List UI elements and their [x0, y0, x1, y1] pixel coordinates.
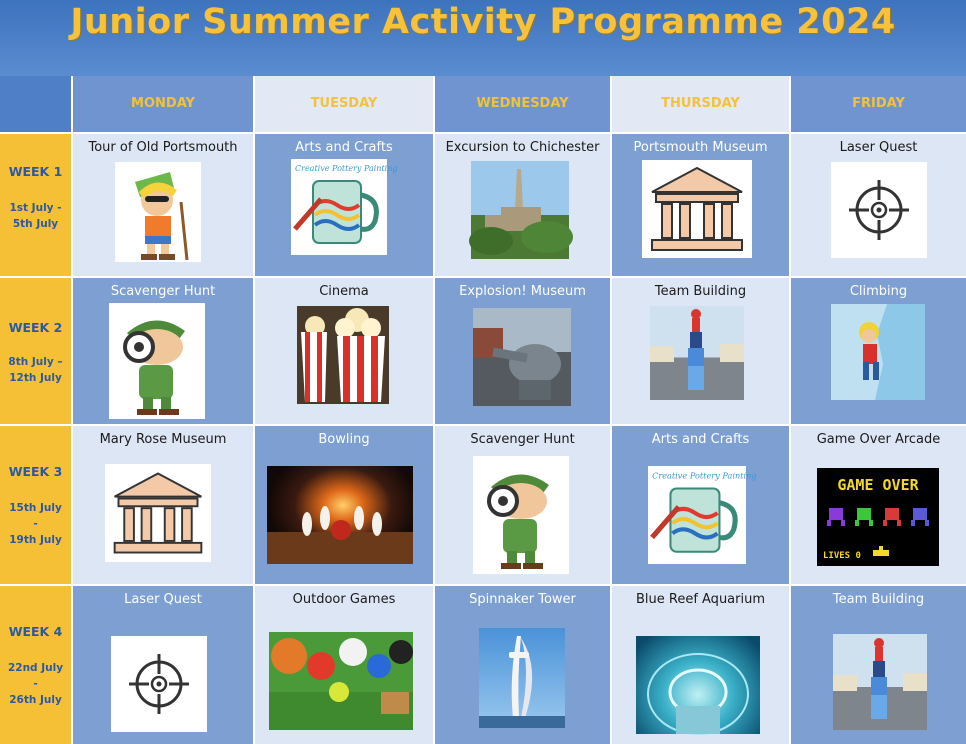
week-3-end: 19th July: [9, 534, 62, 546]
day-header-tuesday: TUESDAY: [255, 76, 433, 132]
activity-label: Scavenger Hunt: [110, 284, 216, 299]
bowling-image: [267, 466, 413, 564]
activity-label: Scavenger Hunt: [470, 432, 575, 447]
header-banner: [0, 0, 966, 76]
activity-label: Climbing: [849, 284, 908, 299]
week-4-label: WEEK 4: [8, 624, 63, 639]
detective-cartoon-image: [109, 303, 205, 419]
week-2-start: 8th July –: [8, 356, 63, 368]
climber-cartoon-image: [831, 304, 925, 400]
spinnaker-tower-image: [479, 628, 565, 728]
activity-cell-w3-tue: [255, 426, 433, 584]
activity-label: Bowling: [318, 432, 370, 447]
popcorn-image: [297, 306, 389, 404]
crosshair-icon: [831, 162, 927, 258]
activity-label: Team Building: [654, 284, 747, 299]
corner-cell: [0, 76, 71, 132]
activity-label: Outdoor Games: [292, 592, 396, 607]
activity-cell-w1-mon: [73, 134, 253, 276]
activity-label: Tour of Old Portsmouth: [88, 140, 238, 155]
activity-label: Laser Quest: [124, 592, 202, 607]
activity-label: Laser Quest: [839, 140, 918, 155]
activity-label: Arts and Crafts: [651, 432, 750, 447]
day-header-monday: MONDAY: [73, 76, 253, 132]
day-header-wednesday: WEDNESDAY: [435, 76, 610, 132]
activity-cell-w2-fri: [791, 278, 966, 424]
museum-icon: [105, 464, 211, 562]
pottery-mug-image: [648, 466, 757, 564]
activity-cell-w4-fri: [791, 586, 966, 744]
activity-cell-w1-tue: [255, 134, 433, 276]
activity-cell-w4-thu: [612, 586, 789, 744]
week-4-end: 26th July: [9, 694, 62, 706]
activity-cell-w2-tue: [255, 278, 433, 424]
museum-icon: [642, 160, 752, 258]
week-2-label: WEEK 2: [8, 320, 63, 335]
week-1-end: 5th July: [12, 218, 59, 230]
week-3-label: WEEK 3: [8, 464, 63, 479]
activity-cell-w3-fri: [791, 426, 966, 584]
activity-cell-w2-mon: [73, 278, 253, 424]
activity-cell-w4-wed: [435, 586, 610, 744]
naval-gun-image: [473, 308, 571, 406]
week-2-cell: [0, 278, 71, 424]
activity-cell-w2-wed: [435, 278, 610, 424]
activity-grid: [0, 76, 966, 744]
crosshair-icon: [111, 636, 207, 732]
week-4-sep: -: [33, 678, 38, 690]
page-title: Junior Summer Activity Programme 2024: [70, 2, 896, 42]
activity-label: Explosion! Museum: [459, 284, 586, 299]
activity-label: Team Building: [832, 592, 925, 607]
human-tower-image: [833, 634, 927, 730]
week-2-end: 12th July: [9, 372, 62, 384]
aquarium-tunnel-image: [636, 636, 760, 734]
week-4-start: 22nd July: [7, 662, 64, 674]
day-header-thursday: THURSDAY: [612, 76, 789, 132]
week-1-cell: [0, 134, 71, 276]
activity-label: Blue Reef Aquarium: [635, 592, 766, 607]
activity-cell-w2-thu: [612, 278, 789, 424]
detective-cartoon-image: [473, 456, 569, 574]
game-over-headline: GAME OVER: [837, 476, 919, 494]
activity-cell-w1-wed: [435, 134, 610, 276]
day-header-friday: FRIDAY: [791, 76, 966, 132]
chichester-cathedral-image: [471, 161, 569, 259]
human-tower-image: [650, 306, 744, 400]
week-1-start: 1st July -: [9, 202, 62, 214]
activity-cell-w3-thu: [612, 426, 789, 584]
lives-counter: LIVES 0: [823, 551, 861, 561]
activity-label: Portsmouth Museum: [633, 140, 768, 155]
week-4-cell: [0, 586, 71, 744]
activity-label: Mary Rose Museum: [99, 432, 227, 447]
activity-label: Arts and Crafts: [295, 140, 393, 155]
activity-cell-w4-tue: [255, 586, 433, 744]
week-3-start: 15th July: [9, 502, 62, 514]
activity-cell-w1-fri: [791, 134, 966, 276]
pottery-mug-image: [291, 159, 398, 255]
activity-cell-w1-thu: [612, 134, 789, 276]
mug-caption: Creative Pottery Painting: [295, 164, 398, 173]
sports-balls-image: [269, 632, 413, 730]
hiker-cartoon-image: [115, 162, 201, 262]
activity-label: Excursion to Chichester: [445, 140, 600, 155]
game-over-arcade-image: [817, 468, 939, 566]
week-3-cell: [0, 426, 71, 584]
mug-caption: Creative Pottery Painting: [652, 470, 757, 481]
activity-cell-w3-wed: [435, 426, 610, 584]
activity-label: Game Over Arcade: [816, 432, 941, 447]
activity-label: Spinnaker Tower: [469, 592, 576, 607]
activity-cell-w4-mon: [73, 586, 253, 744]
week-3-sep: -: [33, 518, 38, 530]
activity-cell-w3-mon: [73, 426, 253, 584]
activity-label: Cinema: [319, 284, 369, 299]
week-1-label: WEEK 1: [8, 164, 63, 179]
